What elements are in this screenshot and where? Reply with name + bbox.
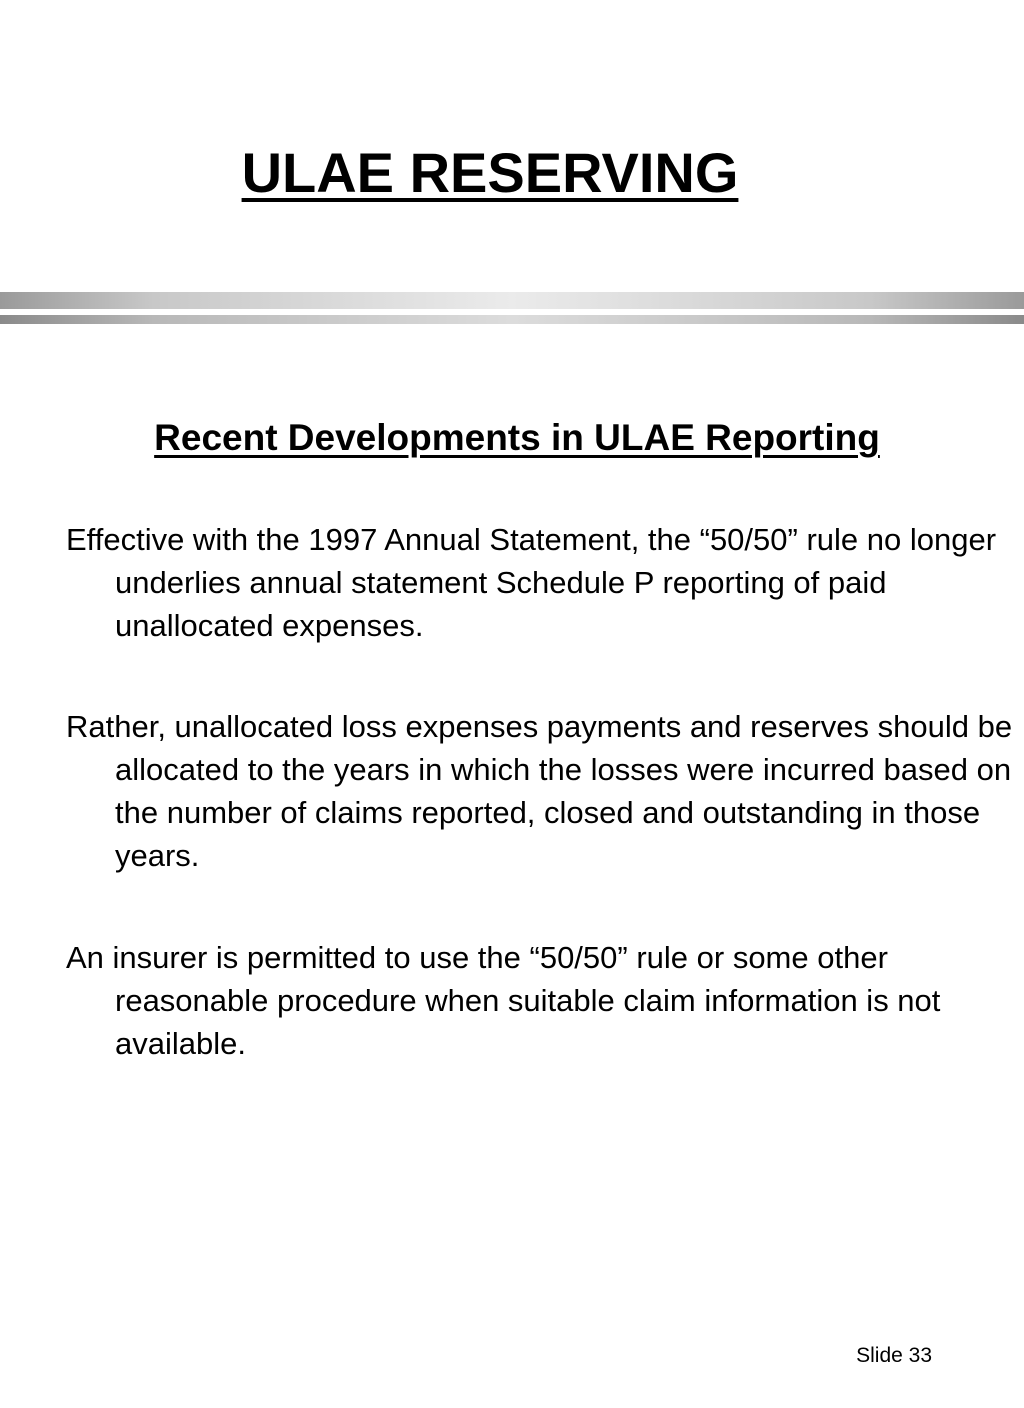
paragraph-effective-1997: Effective with the 1997 Annual Statement, the “50/50” rule no longer underlies annual statement Schedule P reporting of paid unallocated expenses. <box>66 522 997 643</box>
paragraph-allocation-rule: Rather, unallocated loss expenses payments and reserves should be allocated to the years in which the losses were incurred based on the number of claims reported, closed and outstanding in those years. <box>66 709 1013 873</box>
slide-subtitle: Recent Developments in ULAE Reporting <box>154 417 880 458</box>
divider-bar-bottom <box>0 315 1024 324</box>
slide-title: ULAE RESERVING <box>241 141 739 204</box>
paragraph-insurer-permitted: An insurer is permitted to use the “50/50” rule or some other reasonable procedure when suitable claim information is not available. <box>66 940 941 1061</box>
divider-bar-top <box>0 292 1024 309</box>
slide-number: Slide 33 <box>856 1344 932 1367</box>
